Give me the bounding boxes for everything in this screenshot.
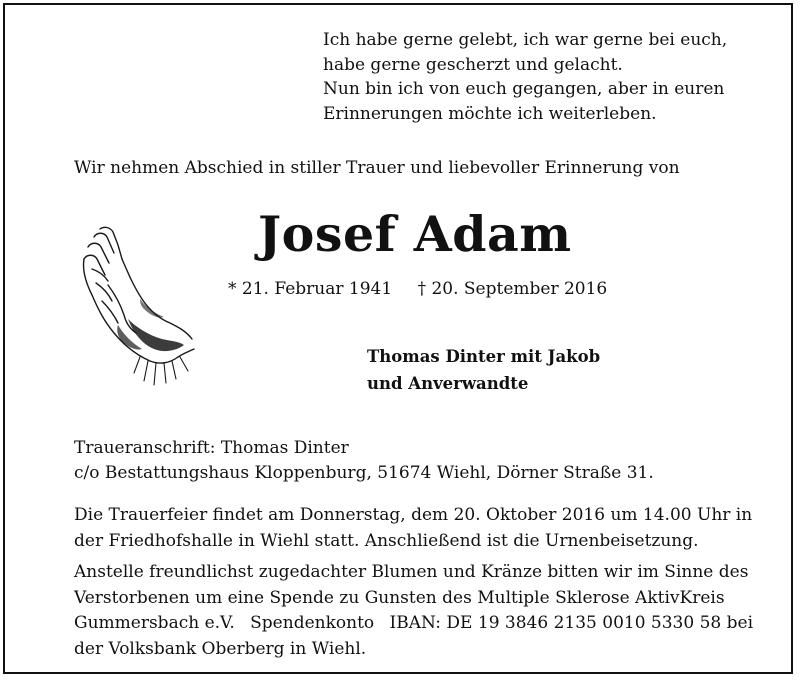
address-line: Traueranschrift: Thomas Dinter xyxy=(74,438,349,458)
mourner-line: Thomas Dinter mit Jakob xyxy=(367,347,601,366)
mourning-address xyxy=(74,436,654,486)
donation-bank-pre: bei xyxy=(726,613,754,633)
deceased-name: Josef Adam xyxy=(258,205,572,263)
donation-line: der Volksbank Oberberg in Wiehl. xyxy=(74,638,367,659)
funeral-info xyxy=(74,502,752,554)
donation-account-label: Spendenkonto xyxy=(250,613,375,633)
donation-iban-label: IBAN: DE xyxy=(389,613,473,633)
death-date: † 20. September 2016 xyxy=(417,279,608,299)
mourners xyxy=(367,343,600,397)
poem-line: Erinnerungen möchte ich weiterleben. xyxy=(323,103,657,124)
funeral-line: Die Trauerfeier findet am Donnerstag, dem 20. Oktober 2016 um 14.00 Uhr in xyxy=(74,505,753,525)
poem-line: habe gerne gescherzt und gelacht. xyxy=(323,54,623,75)
donation-org-end: Gummersbach e.V. xyxy=(74,613,235,633)
funeral-line: der Friedhofshalle in Wiehl statt. Anschließend ist die Urnenbeisetzung. xyxy=(74,531,699,551)
donation-account-line xyxy=(74,611,753,637)
donation-line: Verstorbenen um eine Spende zu Gunsten des Multiple Sklerose AktivKreis xyxy=(74,587,725,608)
donation-line: Anstelle freundlichst zugedachter Blumen und Kränze bitten wir im Sinne des xyxy=(74,562,749,582)
praying-hands-icon xyxy=(78,223,198,388)
address-line: c/o Bestattungshaus Kloppenburg, 51674 Wiehl, Dörner Straße 31. xyxy=(74,463,654,483)
life-dates xyxy=(228,279,607,299)
poem-line: Ich habe gerne gelebt, ich war gerne bei euch, xyxy=(323,30,728,50)
intro-text: Wir nehmen Abschied in stiller Trauer und liebevoller Erinnerung von xyxy=(74,158,680,178)
birth-date: * 21. Februar 1941 xyxy=(228,279,393,299)
poem-line: Nun bin ich von euch gegangen, aber in euren xyxy=(323,79,725,99)
donation-info xyxy=(74,560,753,662)
poem xyxy=(323,28,727,126)
mourner-line: und Anverwandte xyxy=(367,374,529,393)
donation-iban-number: 19 3846 2135 0010 5330 58 xyxy=(477,613,722,633)
